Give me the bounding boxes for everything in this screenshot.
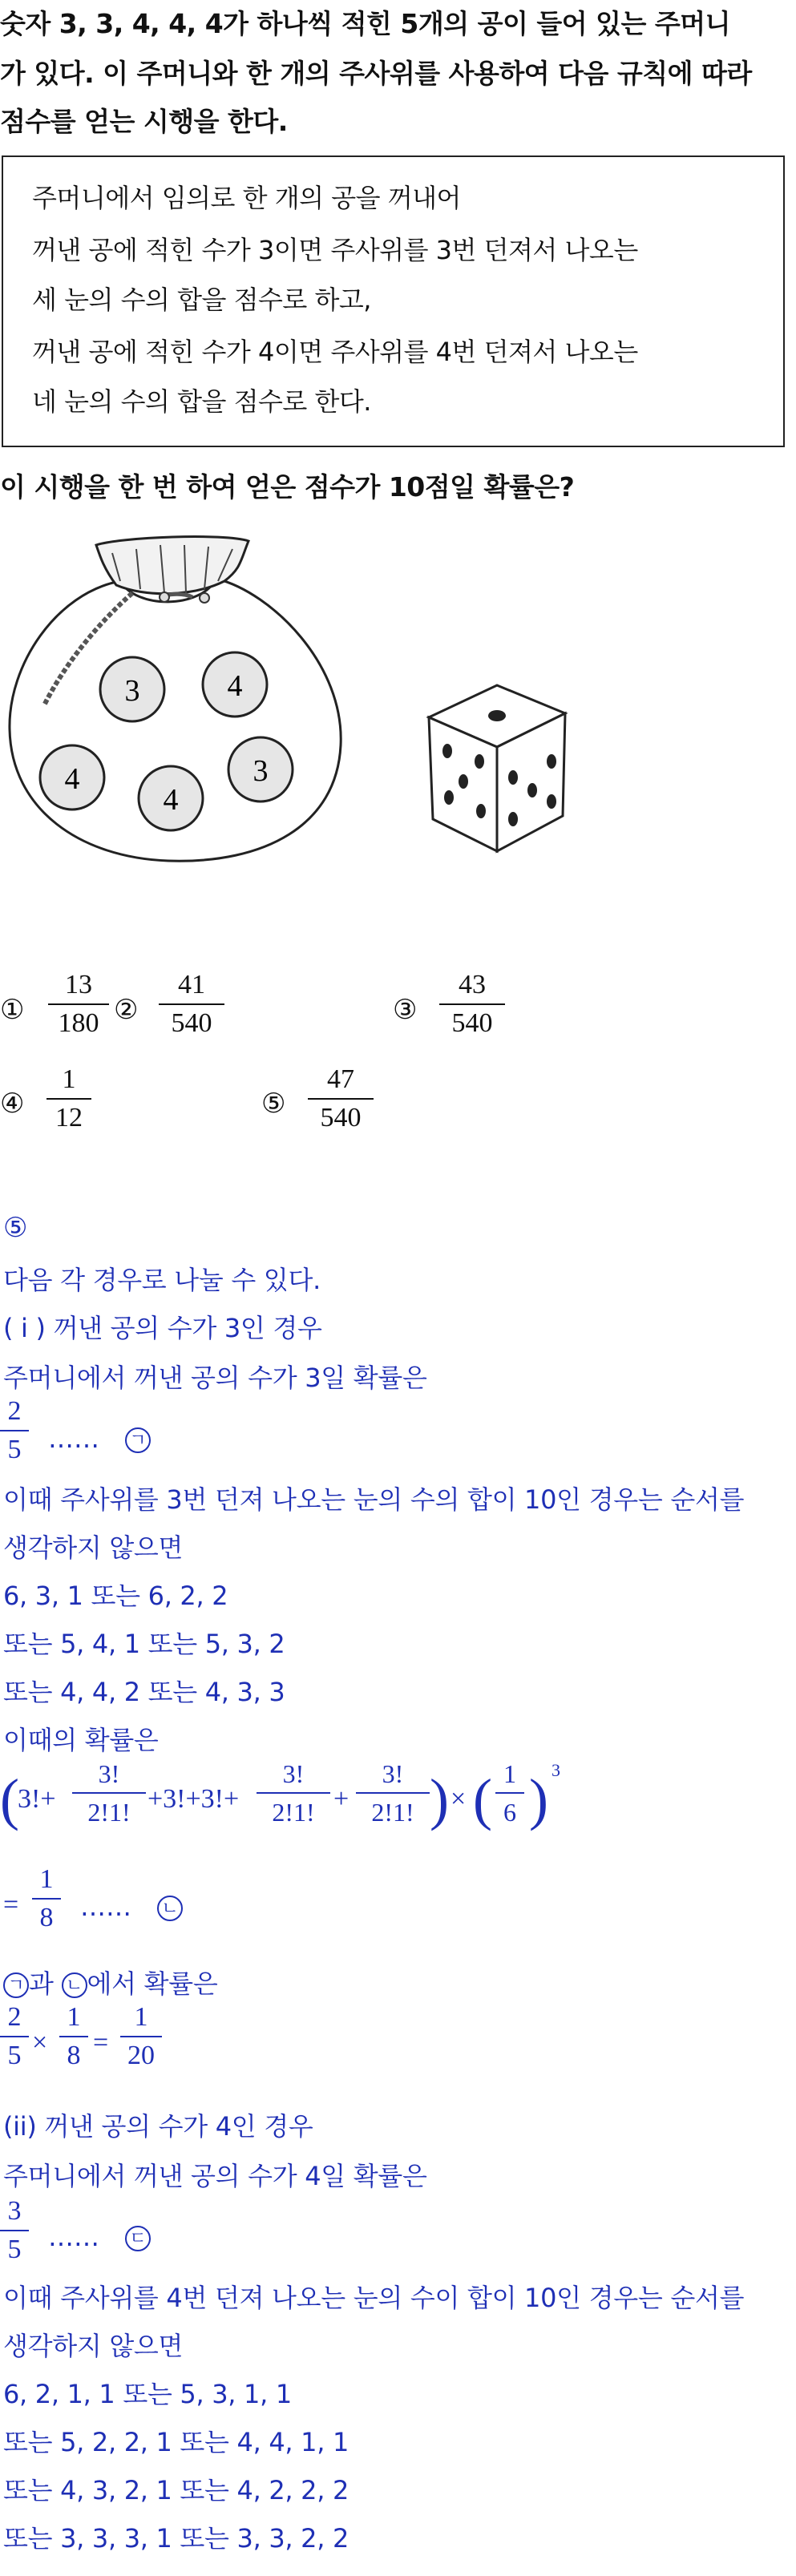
mark-a-badge: ㄱ xyxy=(125,1427,151,1453)
case1-dots: …… xyxy=(48,1423,99,1454)
case1-combo-3: 또는 4, 4, 2 또는 4, 3, 3 xyxy=(3,1677,285,1707)
ball-3-label: 4 xyxy=(64,762,80,796)
combined-eq: = xyxy=(93,2028,109,2057)
choice-1-den: 180 xyxy=(58,1008,99,1038)
expr-times: × xyxy=(451,1784,467,1814)
choice-3-num: 43 xyxy=(459,970,486,999)
case1-result: 1 8 xyxy=(32,1863,61,1935)
case1-combo-1: 6, 3, 1 또는 6, 2, 2 xyxy=(3,1581,228,1611)
choice-5-num: 47 xyxy=(327,1064,354,1094)
combined-frac-a: 2 5 xyxy=(0,2001,29,2073)
case2-combo-4: 또는 3, 3, 3, 1 또는 3, 3, 2, 2 xyxy=(3,2523,350,2554)
solution-intro: 다음 각 경우로 나눌 수 있다. xyxy=(3,1265,321,1295)
choice-5-fraction xyxy=(308,1063,374,1135)
combined-frac-c: 1 20 xyxy=(120,2001,162,2073)
choice-1-num: 13 xyxy=(65,970,92,999)
bag-and-die-illustration xyxy=(0,521,577,890)
case2-dice-text-1: 이때 주사위를 4번 던져 나오는 눈의 수이 합이 10인 경우는 순서를 xyxy=(3,2283,745,2313)
mark-c-badge: ㄷ xyxy=(125,2226,151,2251)
choice-4-mark[interactable]: ④ xyxy=(0,1088,25,1120)
rule-line-1: 주머니에서 임의로 한 개의 공을 꺼내어 xyxy=(32,183,461,213)
case1-dice-text-2: 생각하지 않으면 xyxy=(3,1532,184,1563)
case2-combo-1: 6, 2, 1, 1 또는 5, 3, 1, 1 xyxy=(3,2379,292,2409)
solution-answer: ⑤ xyxy=(3,1212,28,1244)
ball-5 xyxy=(228,737,293,801)
combined-times: × xyxy=(32,2028,48,2057)
case1-combo-2: 또는 5, 4, 1 또는 5, 3, 2 xyxy=(3,1629,285,1659)
choice-5-mark[interactable]: ⑤ xyxy=(261,1088,286,1120)
expr-exponent: 3 xyxy=(552,1760,560,1780)
question-line-3: 점수를 얻는 시행을 한다. xyxy=(0,106,288,137)
choice-4-num: 1 xyxy=(62,1064,76,1094)
ball-2-label: 4 xyxy=(227,669,243,703)
case2-fraction: 3 5 xyxy=(0,2194,29,2267)
choice-3-den: 540 xyxy=(451,1008,493,1038)
expr-term-1: 3!+ xyxy=(18,1784,56,1814)
rule-line-3: 세 눈의 수의 합을 점수로 하고, xyxy=(32,285,371,315)
case1-eq: = xyxy=(3,1890,19,1920)
case2-dots: …… xyxy=(48,2222,99,2252)
choice-2-mark[interactable]: ② xyxy=(114,994,139,1026)
choice-2-den: 540 xyxy=(171,1008,212,1038)
choice-5-den: 540 xyxy=(320,1103,362,1133)
die-icon xyxy=(429,685,565,851)
case1-prob-text: 주머니에서 꺼낸 공의 수가 3일 확률은 xyxy=(3,1363,427,1393)
page: 숫자 3, 3, 4, 4, 4가 하나씩 적힌 5개의 공이 들어 있는 주머니 가 있다. 이 주머니와 한 개의 주사위를 사용하여 다음 규칙에 따라 점수를 얻는 시행을 한다. 주머니에서 임의로 한 개의 공을 꺼내어 꺼낸 공에 적힌 수가 3이면 주사위를 3번 던져서 나오는 세 눈의 수의 합을 점수로 하고, 꺼낸 공에 적힌 수가 4이면 주사위를 4번 던져서 나오는 네 눈의 수의 합을 점수로 한다. 이 시행을 한 번 하여 얻은 점수가 10점일 확률은? 3 4 4 4 3 ① 13 180 ② 41 540 ③ 43 540 ④ 1 12 ⑤ 47 540 ⑤ 다음 각 경우로 나눌 수 있다. ( i ) 꺼낸 공의 수가 3인 경우 주머니에서 꺼낸 공의 수가 3일 확률은 2 5 …… ㄱ 이때 주사위를 3번 던져 나오는 눈의 수의 합이 10인 경우는 순서를 생각하지 않으면 6, 3, 1 또는 6, 2, 2 또는 5, 4, 1 또는 5, 3, 2 또는 4, 4, 2 또는 4, 3, 3 이때의 확률은 ( 3!+ 3! 2!1! +3!+3!+ 3! 2!1! + 3! 2!1! ) × ( 1 6 ) 3 = 1 8 …… ㄴ ㄱ 과 ㄴ 에서 확률은 2 5 × 1 8 = 1 20 (ii) 꺼낸 공의 수가 4인 경우 주머니에서 꺼낸 공의 수가 4일 확률은 3 5 …… ㄷ 이때 주사위를 4번 던져 나오는 눈의 수이 합이 10인 경우는 순서를 생각하지 않으면 6, 2, 1, 1 또는 5, 3, 1, 1 또는 5, 2, 2, 1 또는 4, 4, 1, 1 또는 4, 3, 2, 1 또는 4, 2, 2, 2 또는 3, 3, 3, 1 또는 3, 3, 2, 2 xyxy=(0,0,796,2576)
ball-4 xyxy=(139,766,203,830)
case2-dice-text-2: 생각하지 않으면 xyxy=(3,2331,184,2361)
question-line-2: 가 있다. 이 주머니와 한 개의 주사위를 사용하여 다음 규칙에 따라 xyxy=(0,58,752,89)
case1-frac-den: 5 xyxy=(7,1435,22,1464)
combined-frac-b: 1 8 xyxy=(59,2001,88,2073)
ball-1 xyxy=(100,657,164,721)
choice-1-fraction xyxy=(48,968,109,1040)
question-line-1: 숫자 3, 3, 4, 4, 4가 하나씩 적힌 5개의 공이 들어 있는 주머니 xyxy=(0,8,730,39)
expr-frac-4: 1 6 xyxy=(495,1757,524,1829)
rule-box xyxy=(2,155,785,447)
case2-prob-text: 주머니에서 꺼낸 공의 수가 4일 확률은 xyxy=(3,2161,427,2191)
expr-frac-1: 3! 2!1! xyxy=(72,1757,146,1829)
ball-1-label: 3 xyxy=(124,674,140,708)
choice-2-num: 41 xyxy=(178,970,205,999)
choice-3-mark[interactable]: ③ xyxy=(393,994,418,1026)
expr-frac-3: 3! 2!1! xyxy=(356,1757,430,1829)
rule-line-2: 꺼낸 공에 적힌 수가 3이면 주사위를 3번 던져서 나오는 xyxy=(32,235,638,265)
case2-combo-2: 또는 5, 2, 2, 1 또는 4, 4, 1, 1 xyxy=(3,2427,350,2457)
case1-result-dots: …… xyxy=(80,1892,131,1922)
case1-title: ( i ) 꺼낸 공의 수가 3인 경우 xyxy=(3,1313,322,1343)
case1-fraction xyxy=(0,1395,29,1467)
choice-1-mark: ① xyxy=(0,994,25,1026)
ball-2 xyxy=(203,652,267,717)
ball-5-label: 3 xyxy=(253,754,269,788)
question-ask: 이 시행을 한 번 하여 얻은 점수가 10점일 확률은? xyxy=(0,471,575,503)
rule-line-5: 네 눈의 수의 합을 점수로 한다. xyxy=(32,386,371,417)
combined-label: ㄱ 과 ㄴ 에서 확률은 xyxy=(3,1964,217,2001)
expr-term-2: +3!+3!+ xyxy=(147,1784,240,1814)
choice-4-fraction xyxy=(46,1063,91,1135)
expr-frac-2: 3! 2!1! xyxy=(257,1757,330,1829)
ball-3 xyxy=(40,745,104,810)
ball-4-label: 4 xyxy=(163,783,179,817)
expr-term-3: + xyxy=(333,1784,350,1814)
rule-line-4: 꺼낸 공에 적힌 수가 4이면 주사위를 4번 던져서 나오는 xyxy=(32,337,638,367)
case2-combo-3: 또는 4, 3, 2, 1 또는 4, 2, 2, 2 xyxy=(3,2475,350,2505)
case1-dice-text-1: 이때 주사위를 3번 던져 나오는 눈의 수의 합이 10인 경우는 순서를 xyxy=(3,1484,745,1515)
choice-2-fraction xyxy=(159,968,224,1040)
choice-3-fraction xyxy=(439,968,505,1040)
case1-prob-label: 이때의 확률은 xyxy=(3,1725,159,1755)
mark-b-badge: ㄴ xyxy=(157,1896,183,1921)
case1-frac-num: 2 xyxy=(7,1396,22,1426)
case2-title: (ii) 꺼낸 공의 수가 4인 경우 xyxy=(3,2111,313,2142)
choice-4-den: 12 xyxy=(55,1103,83,1133)
